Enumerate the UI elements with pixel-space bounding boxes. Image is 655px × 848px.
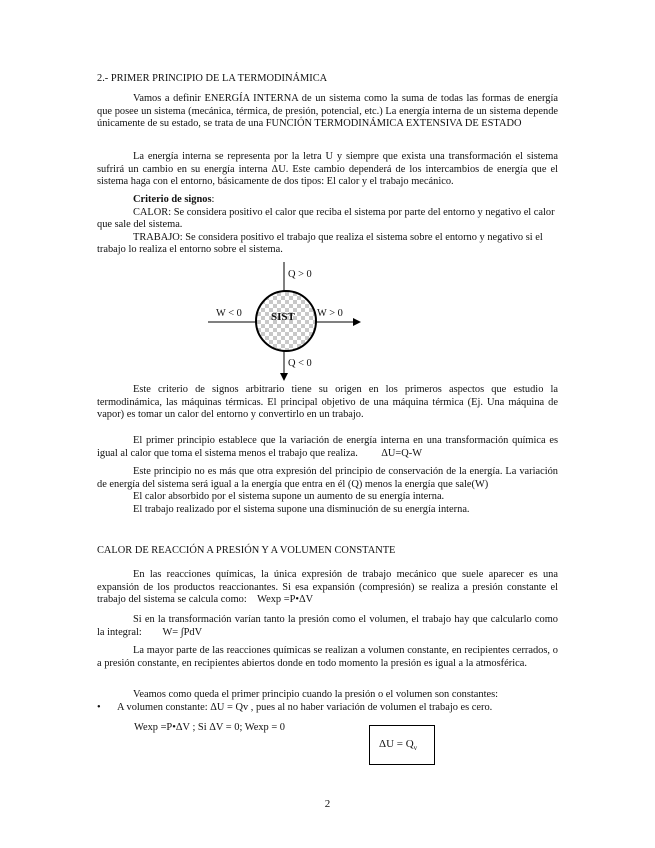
paragraph-veamos bbox=[97, 689, 558, 702]
delta-u-formula: ΔU=Q-W bbox=[381, 447, 423, 459]
paragraph-text: La mayor parte de las reacciones químicas se realizan a volumen constante, en recipientes cerrados, o a presión constante, en recipientes abiertos donde en todo momento la presión es igual a la atmosférica. bbox=[97, 645, 558, 669]
label-w-negative: W < 0 bbox=[216, 308, 242, 319]
paragraph-text-wrap bbox=[97, 614, 558, 639]
criterio-title: Criterio de signos bbox=[133, 194, 212, 205]
result-formula bbox=[379, 738, 417, 752]
paragraph-text: Vamos a definir ENERGÍA INTERNA de un sistema como la suma de todas las formas de energía que posee un sistema (mecánica, térmica, de presión, potencial, etc.) La energía interna de un sistema depende únicamente de su estado, se trata de una FUNCIÓN TERMODINÁMICA EXTENSIVA DE ESTADO bbox=[97, 93, 558, 130]
bullet-marker: • bbox=[97, 702, 101, 713]
trabajo-definition: TRABAJO: Se considera positivo el trabajo que realiza el sistema sobre el entorno y negativo si el trabajo lo realiza el entorno sobre el sistema. bbox=[97, 231, 543, 256]
paragraph-text: Este criterio de signos arbitrario tiene su origen en los primeros aspectos que estudio la termodinámica, las máquinas térmicas. El principal objetivo de una máquina térmica (Ej. Una máquina de vapor) es tomar un calor del entorno y convertirlo en un trabajo. bbox=[97, 384, 558, 421]
calor-definition: CALOR: Se considera positivo el calor que reciba el sistema por parte del entorno y negativo el calor que sale del sistema. bbox=[97, 206, 555, 231]
paragraph-text: Veamos como queda el primer principio cuando la presión o el volumen son constantes: bbox=[133, 689, 499, 700]
paragraph-conservacion bbox=[97, 466, 558, 516]
paragraph-integral bbox=[97, 614, 558, 639]
result-box bbox=[369, 725, 435, 765]
bullet-volumen-constante: A volumen constante: ΔU = Qv , pues al no haber variación de volumen el trabajo es cero. bbox=[117, 702, 493, 713]
criterio-signos bbox=[97, 194, 558, 257]
paragraph-representacion bbox=[97, 151, 558, 189]
section-title: 2.- PRIMER PRINCIPIO DE LA TERMODINÁMICA bbox=[97, 73, 328, 84]
system-label: SIST bbox=[271, 311, 295, 323]
paragraph-text-wrap bbox=[97, 435, 558, 460]
paragraph-energia-interna bbox=[97, 93, 558, 131]
sign-convention-diagram bbox=[200, 262, 370, 382]
integral-formula: W= ∫PdV bbox=[162, 626, 203, 638]
trabajo-realizado-text: El trabajo realizado por el sistema supone una disminución de su energía interna. bbox=[133, 503, 470, 515]
wexp-condition-line: Wexp =P•ΔV ; Si ΔV = 0; Wexp = 0 bbox=[134, 722, 285, 733]
paragraph-recipientes bbox=[97, 645, 558, 670]
label-q-negative: Q < 0 bbox=[288, 358, 312, 369]
paragraph-text: Si en la transformación varían tanto la presión como el volumen, el trabajo hay que calcularlo como la integral: bbox=[97, 614, 558, 638]
page-number: 2 bbox=[324, 798, 331, 810]
label-w-positive: W > 0 bbox=[317, 308, 343, 319]
result-formula-sub: v bbox=[413, 744, 418, 753]
paragraph-expansion bbox=[97, 569, 558, 607]
paragraph-text: En las reacciones químicas, la única expresión de trabajo mecánico que suele aparecer es una expansión de los productos reaccionantes. Si esa expansión (compresión) se realiza a presión constante el trabajo del sistema se calcula como: bbox=[97, 569, 558, 606]
label-q-positive: Q > 0 bbox=[288, 269, 312, 280]
criterio-heading: Criterio de signos: bbox=[133, 194, 215, 205]
calor-absorbido-text: El calor absorbido por el sistema supone un aumento de su energía interna. bbox=[133, 491, 445, 503]
result-formula-main: ΔU = Q bbox=[379, 738, 414, 750]
paragraph-origen bbox=[97, 384, 558, 422]
paragraph-text: Este principio no es más que otra expresión del principio de conservación de la energía. La variación de energía del sistema será igual a la energía que entra en él (Q) menos la energía que sale(W) bbox=[97, 466, 558, 490]
paragraph-text: La energía interna se representa por la letra U y siempre que exista una transformación el sistema sufrirá un cambio en su energía interna ΔU. Este cambio dependerá de los intercambios de energía que el sistema haga con el entorno, básicamente de dos tipos: El calor y el trabajo mecánico. bbox=[97, 151, 558, 188]
paragraph-text: El primer principio establece que la variación de energía interna en una transformación química es igual al calor que toma el sistema menos el trabajo que realiza. bbox=[97, 435, 558, 459]
paragraph-primer-principio bbox=[97, 435, 558, 460]
paragraph-text-wrap bbox=[97, 569, 558, 607]
wexp-formula: Wexp =P•ΔV bbox=[257, 594, 314, 606]
section2-title: CALOR DE REACCIÓN A PRESIÓN Y A VOLUMEN CONSTANTE bbox=[97, 545, 396, 556]
